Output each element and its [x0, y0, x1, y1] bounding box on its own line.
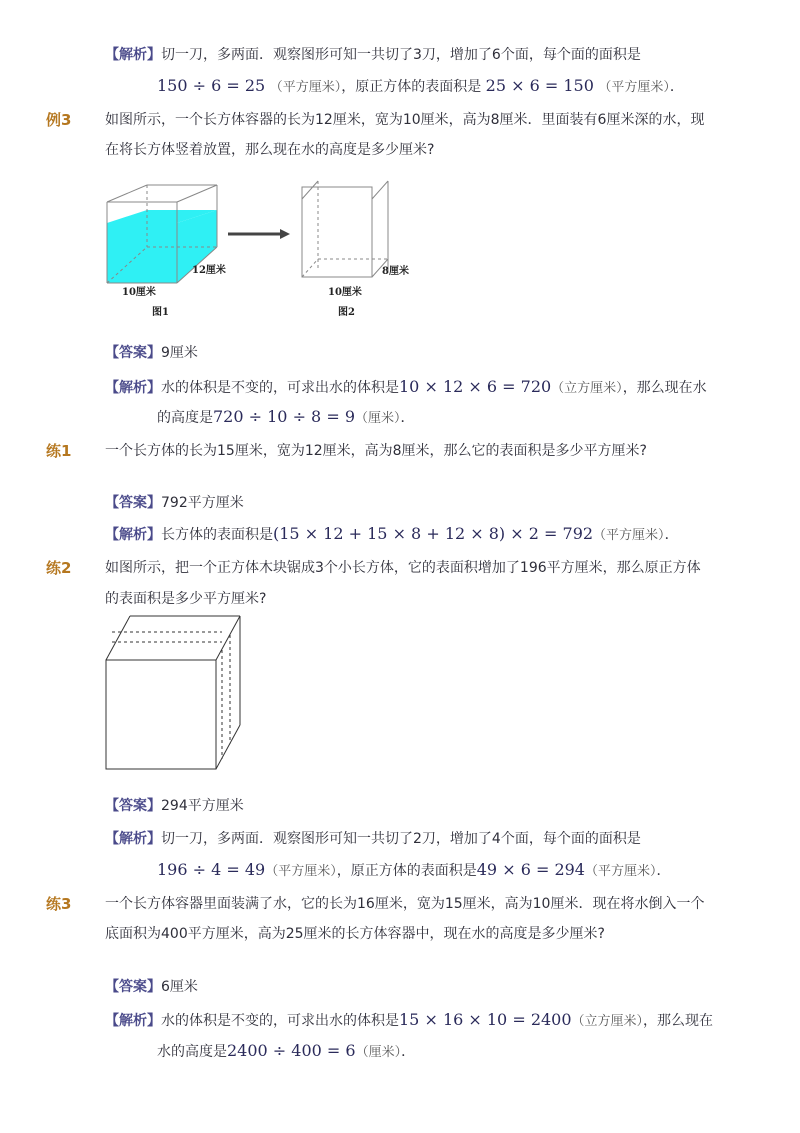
analysis-text: ，那么现在 — [643, 1013, 714, 1029]
analysis-text: 切一刀，多两面．观察图形可知一共切了2刀，增加了4个面，每个面的面积是 — [161, 831, 641, 847]
question-line: 的表面积是多少平方厘米? — [105, 591, 267, 607]
unit-text: （平方厘米） — [593, 528, 665, 543]
analysis-text: 水的高度是 — [157, 1044, 227, 1060]
analysis-tag: 【解析】 — [105, 380, 161, 396]
box-figure-2 — [302, 175, 409, 318]
analysis-text: ，那么现在水 — [622, 380, 707, 396]
period: ． — [401, 1044, 416, 1060]
answer-line — [105, 493, 244, 513]
practice-label: 练1 — [46, 442, 72, 460]
unit-text: （立方厘米） — [551, 381, 623, 396]
example3-figure — [100, 175, 430, 325]
analysis-text: ，原正方体的表面积是 — [336, 863, 477, 879]
answer-text: 9厘米 — [161, 345, 198, 361]
analysis-line — [157, 860, 671, 882]
analysis-text: 长方体的表面积是 — [161, 527, 273, 543]
answer-tag: 【答案】 — [105, 345, 161, 361]
height-label: 8厘米 — [382, 266, 409, 277]
period: ． — [656, 863, 671, 879]
answer-line — [105, 343, 198, 363]
analysis-tag: 【解析】 — [105, 831, 161, 847]
analysis-text: 的高度是 — [157, 410, 213, 426]
unit-text: （立方厘米） — [571, 1014, 644, 1029]
answer-text: 792平方厘米 — [161, 495, 244, 511]
formula: 196 ÷ 4 = 49 — [157, 860, 266, 879]
question-line: 一个长方体的长为15厘米，宽为12厘米，高为8厘米，那么它的表面积是多少平方厘米? — [105, 443, 647, 459]
answer-line — [105, 796, 244, 816]
formula: 15 × 16 × 10 = 2400 — [399, 1010, 572, 1029]
analysis-tag: 【解析】 — [105, 47, 161, 63]
width-label: 10厘米 — [328, 287, 362, 298]
period: ． — [400, 410, 415, 426]
analysis-line — [105, 1010, 713, 1032]
question-line: 如图所示，一个长方体容器的长为12厘米，宽为10厘米，高为8厘米．里面装有6厘米深的水，现 — [105, 112, 705, 128]
question-line: 底面积为400平方厘米，高为25厘米的长方体容器中，现在水的高度是多少厘米? — [105, 926, 605, 942]
practice-label: 练2 — [46, 559, 72, 577]
formula: 2400 ÷ 400 = 6 — [227, 1041, 356, 1060]
analysis-tag: 【解析】 — [105, 1013, 161, 1029]
answer-line — [105, 977, 198, 997]
unit-text: （平方厘米） — [598, 80, 670, 95]
practice-label: 练3 — [46, 895, 72, 913]
period: ． — [664, 527, 679, 543]
period: ． — [669, 79, 684, 95]
analysis-line — [105, 524, 679, 546]
answer-tag: 【答案】 — [105, 798, 161, 814]
width-label: 10厘米 — [122, 287, 156, 298]
figure-caption: 图1 — [152, 307, 169, 318]
analysis-line — [157, 407, 415, 429]
analysis-line — [105, 45, 641, 65]
figure-caption: 图2 — [338, 307, 355, 318]
analysis-line — [157, 1041, 415, 1063]
formula: 150 ÷ 6 = 25 — [157, 76, 266, 95]
answer-text: 294平方厘米 — [161, 798, 244, 814]
question-line: 一个长方体容器里面装满了水，它的长为16厘米，宽为15厘米，高为10厘米．现在将水倒入一个 — [105, 896, 705, 912]
length-label: 12厘米 — [192, 265, 226, 276]
box-figure-1 — [107, 185, 226, 318]
formula: 10 × 12 × 6 = 720 — [399, 377, 552, 396]
analysis-line — [105, 829, 641, 849]
analysis-text: 水的体积是不变的，可求出水的体积是 — [161, 1013, 399, 1029]
answer-tag: 【答案】 — [105, 979, 161, 995]
analysis-text: ，原正方体的表面积是 — [341, 79, 482, 95]
arrow-icon — [228, 229, 290, 239]
example-label: 例3 — [46, 111, 72, 129]
unit-text: （厘米） — [355, 411, 401, 426]
analysis-text: 水的体积是不变的，可求出水的体积是 — [161, 380, 399, 396]
answer-tag: 【答案】 — [105, 495, 161, 511]
question-line: 如图所示，把一个正方体木块锯成3个小长方体，它的表面积增加了196平方厘米，那么原正方体 — [105, 560, 701, 576]
formula: 720 ÷ 10 ÷ 8 = 9 — [213, 407, 355, 426]
unit-text: （平方厘米） — [269, 80, 342, 95]
analysis-text: 切一刀，多两面．观察图形可知一共切了3刀，增加了6个面，每个面的面积是 — [161, 47, 641, 63]
analysis-tag: 【解析】 — [105, 527, 161, 543]
formula: 25 × 6 = 150 — [485, 76, 594, 95]
analysis-line — [157, 76, 684, 98]
answer-text: 6厘米 — [161, 979, 198, 995]
unit-text: （平方厘米） — [584, 864, 657, 879]
formula: (15 × 12 + 15 × 8 + 12 × 8) × 2 = 792 — [273, 524, 594, 543]
formula: 49 × 6 = 294 — [476, 860, 585, 879]
analysis-line — [105, 377, 707, 399]
question-line: 在将长方体竖着放置，那么现在水的高度是多少厘米? — [105, 142, 435, 158]
unit-text: （厘米） — [355, 1045, 402, 1060]
unit-text: （平方厘米） — [265, 864, 337, 879]
cube-figure — [100, 610, 250, 775]
